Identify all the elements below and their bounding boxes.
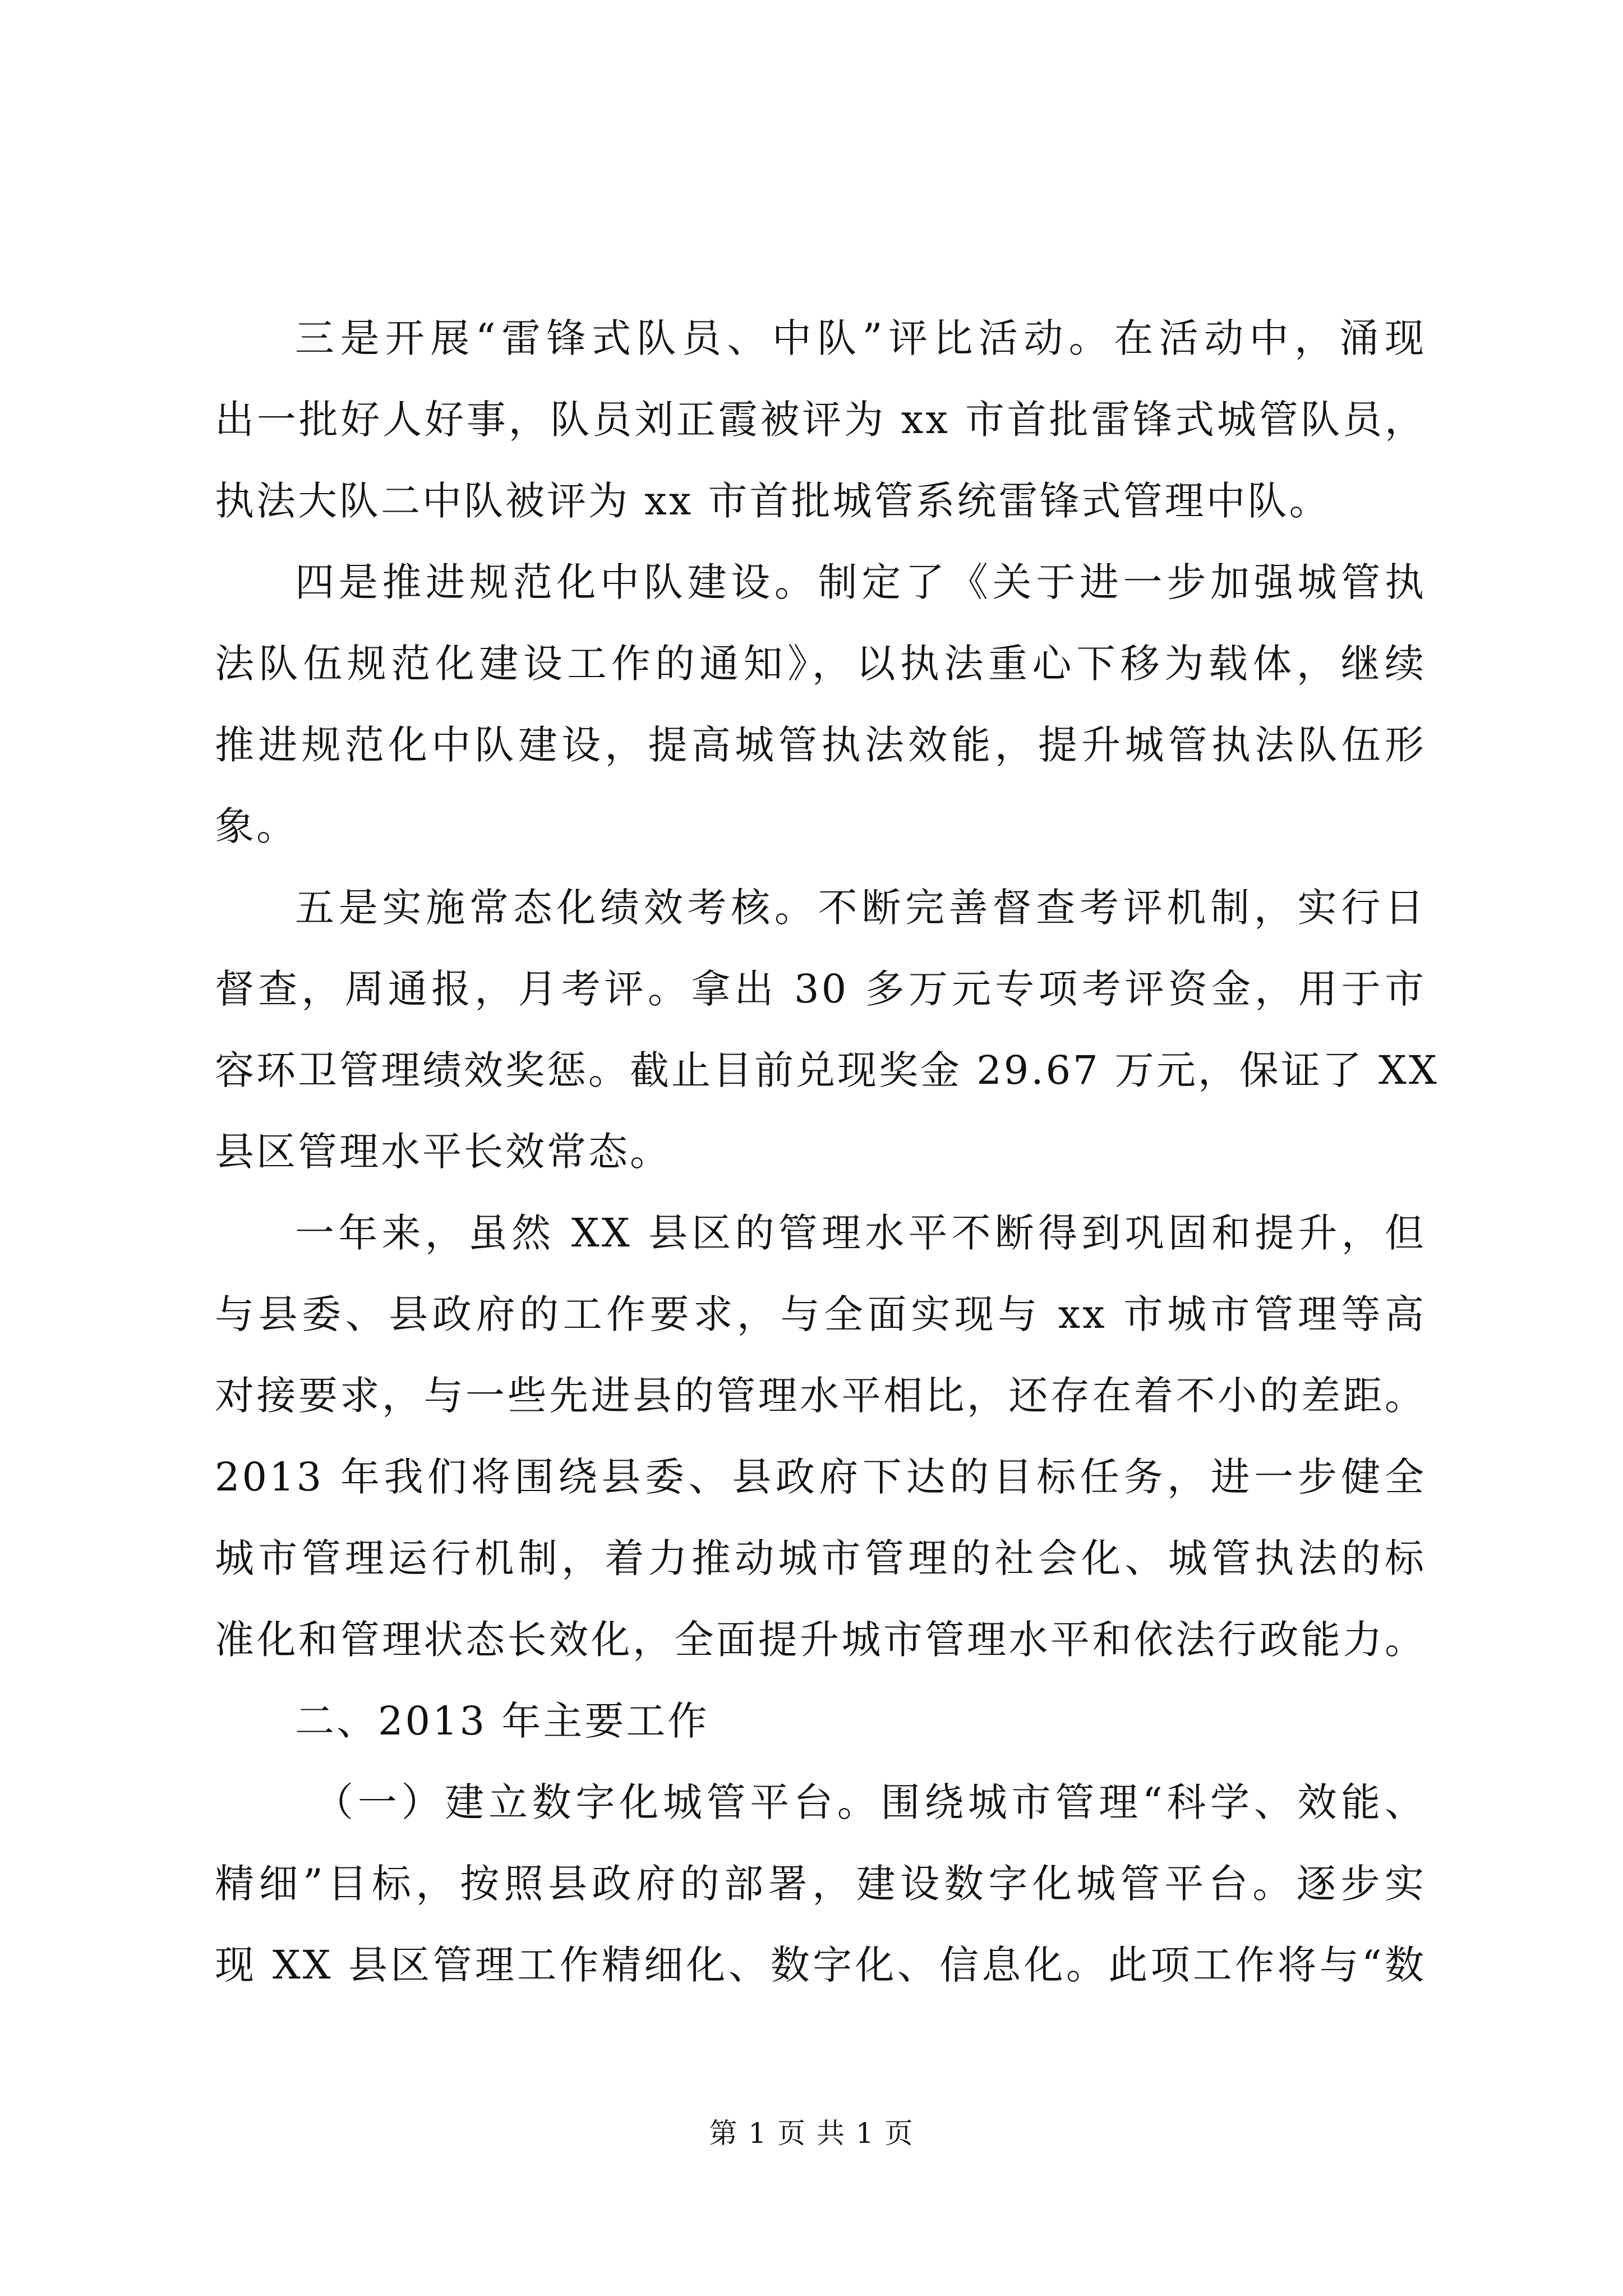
paragraph-3-line-3: 容环卫管理绩效奖惩。截止目前兑现奖金 29.67 万元，保证了 XX <box>215 1047 1439 1093</box>
paragraph-2-line-1: 四是推进规范化中队建设。制定了《关于进一步加强城管执 <box>295 559 1426 605</box>
paragraph-2-line-2: 法队伍规范化建设工作的通知》，以执法重心下移为载体，继续 <box>215 641 1426 687</box>
paragraph-2-line-3: 推进规范化中队建设，提高城管执法效能，提升城管执法队伍形 <box>215 722 1426 768</box>
paragraph-2-line-4: 象。 <box>215 803 298 849</box>
paragraph-1-line-1: 三是开展“雷锋式队员、中队”评比活动。在活动中，涌现 <box>295 315 1426 361</box>
paragraph-1-line-2: 出一批好人好事，队员刘正霞被评为 xx 市首批雷锋式城管队员， <box>215 397 1426 443</box>
paragraph-4-line-1: 一年来，虽然 XX 县区的管理水平不断得到巩固和提升，但 <box>295 1210 1426 1256</box>
paragraph-3-line-2: 督查，周通报，月考评。拿出 30 多万元专项考评资金，用于市 <box>215 966 1426 1012</box>
paragraph-1-line-3: 执法大队二中队被评为 xx 市首批城管系统雷锋式管理中队。 <box>215 478 1331 524</box>
paragraph-3-line-4: 县区管理水平长效常态。 <box>215 1129 671 1175</box>
paragraph-4-line-2: 与县委、县政府的工作要求，与全面实现与 xx 市城市管理等高 <box>215 1291 1426 1337</box>
paragraph-5-line-1: （一）建立数字化城管平台。围绕城市管理“科学、效能、 <box>314 1779 1426 1825</box>
paragraph-3-line-1: 五是实施常态化绩效考核。不断完善督查考评机制，实行日 <box>295 885 1426 931</box>
paragraph-4-line-6: 准化和管理状态长效化，全面提升城市管理水平和依法行政能力。 <box>215 1617 1426 1663</box>
paragraph-4-line-5: 城市管理运行机制，着力推动城市管理的社会化、城管执法的标 <box>215 1535 1426 1581</box>
section-heading: 二、2013 年主要工作 <box>295 1698 709 1744</box>
paragraph-4-line-4: 2013 年我们将围绕县委、县政府下达的目标任务，进一步健全 <box>215 1454 1426 1500</box>
page-footer: 第 1 页 共 1 页 <box>709 2117 914 2150</box>
paragraph-5-line-3: 现 XX 县区管理工作精细化、数字化、信息化。此项工作将与“数 <box>215 1942 1426 1988</box>
paragraph-5-line-2: 精细”目标，按照县政府的部署，建设数字化城管平台。逐步实 <box>215 1861 1426 1907</box>
paragraph-4-line-3: 对接要求，与一些先进县的管理水平相比，还存在着不小的差距。 <box>215 1373 1426 1419</box>
